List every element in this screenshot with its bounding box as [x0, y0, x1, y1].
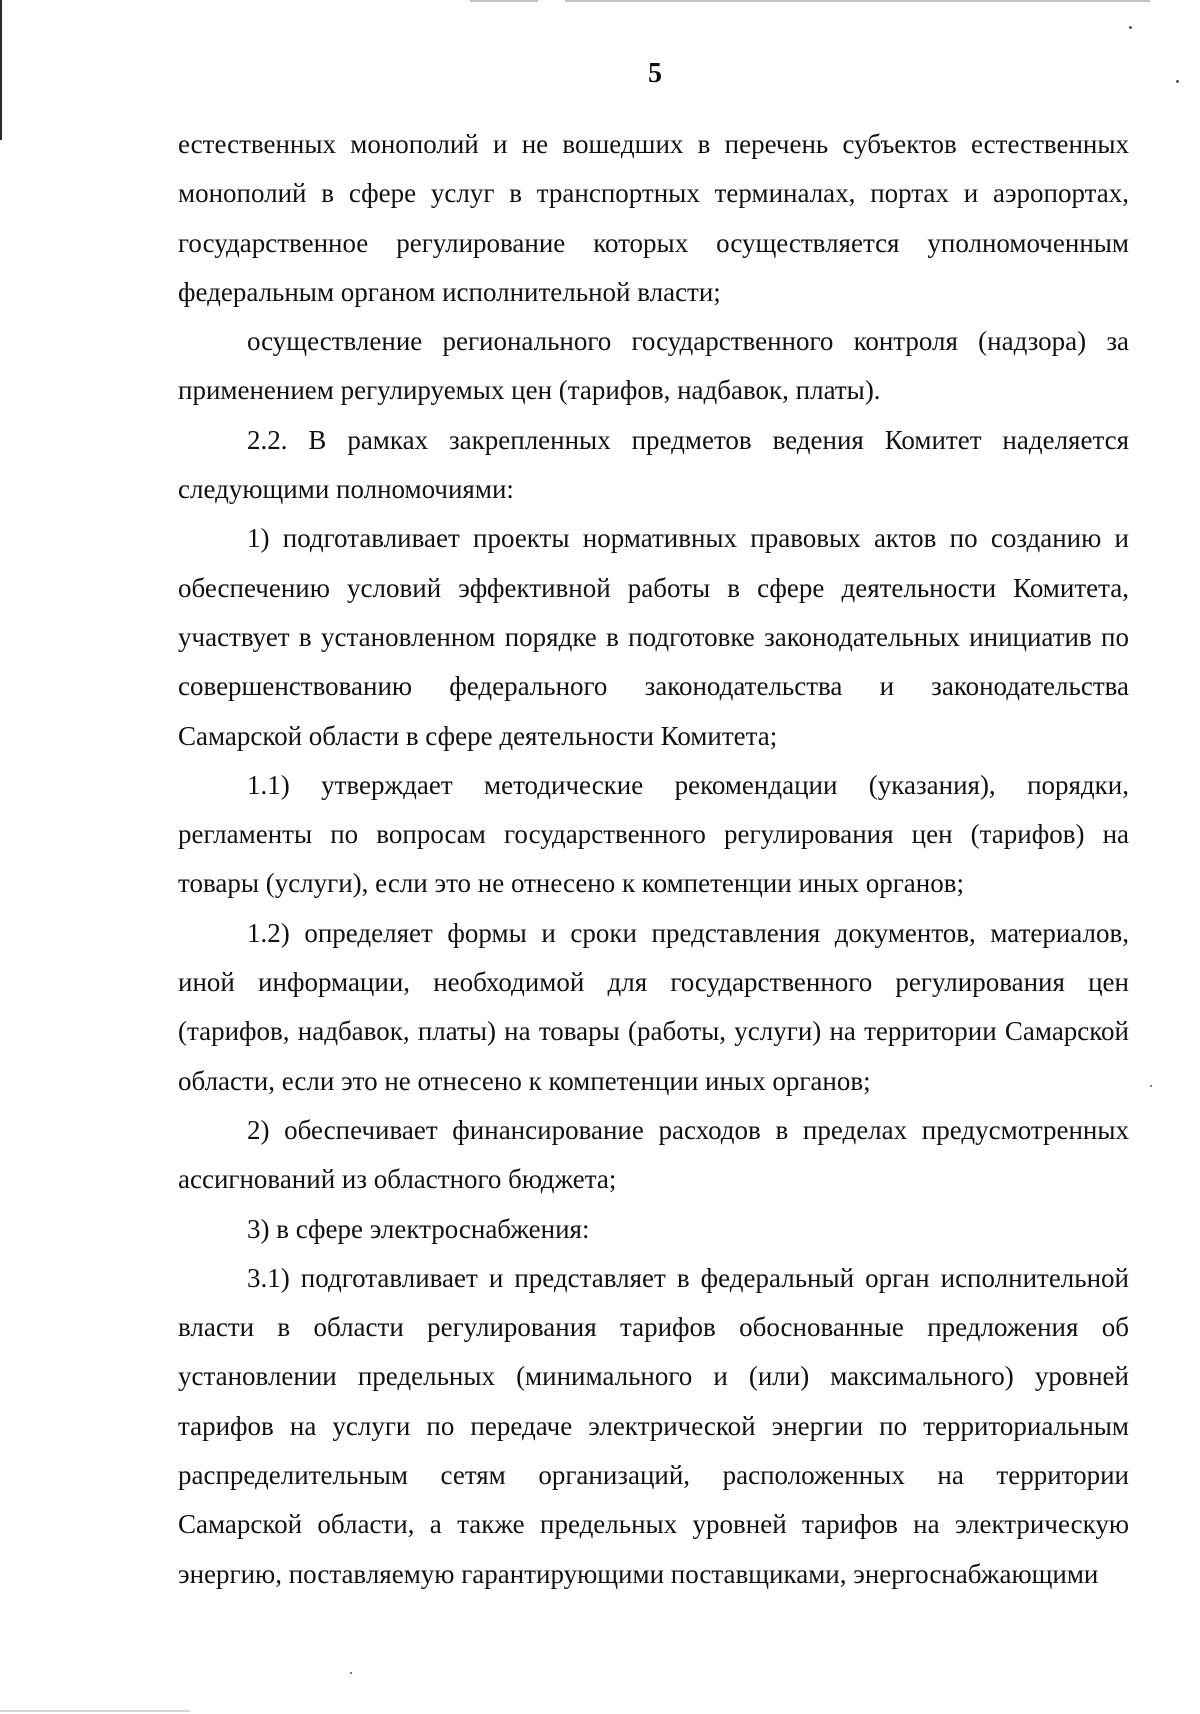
scan-speck [350, 1672, 352, 1674]
paragraph: 1) подготавливает проекты нормативных правовых актов по созданию и обеспечению условий эффективной работы в сфере деятельности Комитета, участвует в установленном порядке в подготовке законодательных инициатив по совершенствованию федерального законодательства и законодательства Самарской области в сфере деятельности Комитета; [178, 523, 1129, 751]
document-body [178, 120, 1129, 1599]
page-number: 5 [648, 58, 662, 89]
paragraph: осуществление регионального государственного контроля (надзора) за применением регулируемых цен (тарифов, надбавок, платы). [178, 326, 1129, 406]
paragraph: 1.1) утверждает методические рекомендации (указания), порядки, регламенты по вопросам государственного регулирования цен (тарифов) на товары (услуги), если это не отнесено к компетенции иных органов; [178, 769, 1129, 899]
paragraph: 3) в сфере электроснабжения: [247, 1213, 590, 1244]
scan-speck [1129, 26, 1132, 29]
scan-edge-top [470, 0, 1150, 2]
paragraph: 1.2) определяет формы и сроки представления документов, материалов, иной информации, необходимой для государственного регулирования цен (тарифов, надбавок, платы) на товары (работы, услуги) на территории Самарской области, если это не отнесено к компетенции иных органов; [178, 917, 1129, 1096]
scan-speck [1150, 1085, 1152, 1087]
paragraph: 3.1) подготавливает и представляет в федеральный орган исполнительной власти в области регулирования тарифов обоснованные предложения об установлении предельных (минимального и (или) максимального) уровней тарифов на услуги по передаче электрической энергии по территориальным распределительным сетям организаций, расположенных на территории Самарской области, а также предельных уровней тарифов на электрическую энергию, поставляемую гарантирующими поставщиками, энергоснабжающими [178, 1262, 1129, 1589]
paragraph: 2.2. В рамках закрепленных предметов ведения Комитет наделяется следующими полномочиями: [178, 424, 1129, 505]
paragraph: естественных монополий и не вошедших в перечень субъектов естественных монополий в сфере услуг в транспортных терминалах, портах и аэропортах, государственное регулирование которых осуществляется уполномоченным федеральным органом исполнительной власти; [178, 129, 1129, 307]
scan-edge-bottom [0, 1710, 190, 1712]
paragraph: 2) обеспечивает финансирование расходов в пределах предусмотренных ассигнований из областного бюджета; [178, 1114, 1129, 1195]
